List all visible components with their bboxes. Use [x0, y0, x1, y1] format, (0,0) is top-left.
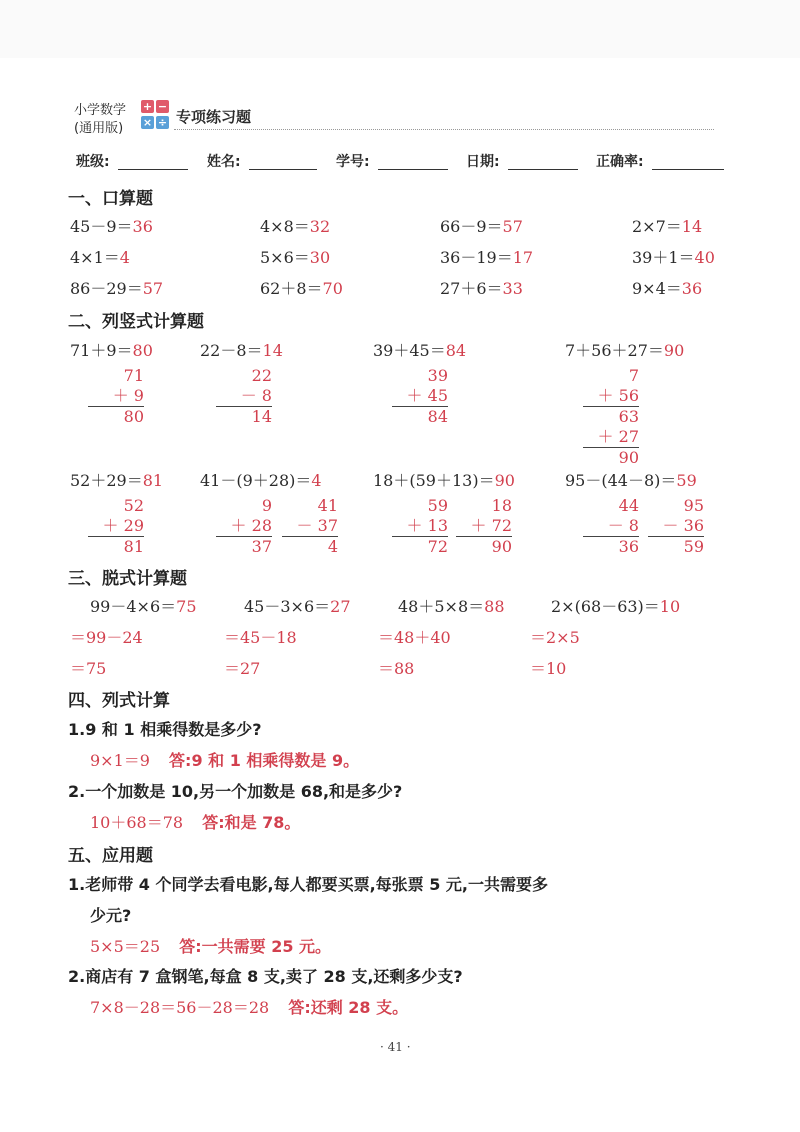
vertical-problem: 71＋9＝80 — [70, 341, 153, 360]
section-3-title: 三、脱式计算题 — [68, 569, 187, 589]
vertical-problem: 18＋(59＋13)＝90 — [373, 471, 515, 490]
section-5-title: 五、应用题 — [68, 846, 153, 866]
section-2-title: 二、列竖式计算题 — [68, 312, 204, 332]
question: 2.商店有 7 盒钢笔,每盒 8 支,卖了 28 支,还剩多少支? — [68, 967, 463, 986]
step-calc: 2×(68－63)＝10 — [551, 597, 681, 616]
section-4-title: 四、列式计算 — [68, 691, 170, 711]
oral-item: 86－29＝57 — [70, 279, 164, 298]
vertical-calc: 41 － 37 4 — [282, 496, 338, 557]
oral-item: 4×1＝4 — [70, 248, 130, 267]
vertical-calc: 44 － 8 36 — [583, 496, 639, 557]
step-line: ＝10 — [530, 659, 567, 678]
book-edition: (通用版) — [74, 121, 124, 136]
vertical-problem: 41－(9＋28)＝4 — [200, 471, 322, 490]
field-class-line — [118, 169, 188, 170]
field-accuracy: 正确率: — [596, 154, 644, 170]
section-1-title: 一、口算题 — [68, 189, 153, 209]
oral-item: 62＋8＝70 — [260, 279, 343, 298]
step-line: ＝27 — [224, 659, 261, 678]
answer: 10＋68＝78 答:和是 78。 — [90, 813, 301, 832]
vertical-problem: 39＋45＝84 — [373, 341, 467, 360]
vertical-calc: 71 ＋ 9 80 — [88, 366, 144, 427]
plus-icon: + — [142, 100, 153, 113]
vertical-calc: 59 ＋ 13 72 — [392, 496, 448, 557]
answer: 9×1＝9 答:9 和 1 相乘得数是 9。 — [90, 751, 360, 770]
vertical-problem: 7＋56＋27＝90 — [565, 341, 685, 360]
oral-item: 66－9＝57 — [440, 217, 523, 236]
vertical-problem: 52＋29＝81 — [70, 471, 164, 490]
step-line: ＝99－24 — [70, 628, 143, 647]
question: 2.一个加数是 10,另一个加数是 68,和是多少? — [68, 782, 403, 801]
step-line: ＝75 — [70, 659, 107, 678]
field-id-line — [378, 169, 448, 170]
vertical-calc: 52 ＋ 29 81 — [88, 496, 144, 557]
oral-item: 2×7＝14 — [632, 217, 703, 236]
field-date: 日期: — [466, 154, 500, 170]
field-accuracy-line — [652, 169, 724, 170]
vertical-calc: 95 － 36 59 — [648, 496, 704, 557]
step-calc: 99－4×6＝75 — [90, 597, 197, 616]
oral-item: 45－9＝36 — [70, 217, 153, 236]
vertical-problem: 95－(44－8)＝59 — [565, 471, 697, 490]
field-name: 姓名: — [207, 154, 241, 170]
oral-item: 39＋1＝40 — [632, 248, 715, 267]
step-line: ＝2×5 — [530, 628, 580, 647]
oral-item: 5×6＝30 — [260, 248, 331, 267]
page-number: · 41 · — [380, 1040, 411, 1054]
question: 少元? — [90, 906, 132, 925]
step-line: ＝48＋40 — [378, 628, 451, 647]
top-shadow — [0, 0, 800, 58]
step-line: ＝88 — [378, 659, 415, 678]
vertical-calc: 22 － 8 14 — [216, 366, 272, 427]
field-class: 班级: — [76, 154, 110, 170]
times-icon: × — [142, 116, 153, 129]
vertical-calc: 18 ＋ 72 90 — [456, 496, 512, 557]
question: 1.9 和 1 相乘得数是多少? — [68, 720, 262, 739]
vertical-problem: 22－8＝14 — [200, 341, 283, 360]
field-name-line — [249, 169, 317, 170]
minus-icon: − — [157, 100, 168, 113]
question: 1.老师带 4 个同学去看电影,每人都要买票,每张票 5 元,一共需要多 — [68, 875, 548, 894]
book-name: 小学数学 — [74, 103, 127, 118]
vertical-calc: 7 ＋ 56 63 ＋ 27 90 — [583, 366, 639, 468]
field-date-line — [508, 169, 578, 170]
answer: 7×8－28＝56－28＝28 答:还剩 28 支。 — [90, 998, 409, 1017]
answer: 5×5＝25 答:一共需要 25 元。 — [90, 937, 332, 956]
header-divider — [174, 129, 714, 130]
field-id: 学号: — [336, 154, 370, 170]
vertical-calc: 39 ＋ 45 84 — [392, 366, 448, 427]
oral-item: 9×4＝36 — [632, 279, 703, 298]
divide-icon: ÷ — [157, 116, 168, 129]
oral-item: 27＋6＝33 — [440, 279, 523, 298]
oral-item: 36－19＝17 — [440, 248, 534, 267]
step-line: ＝45－18 — [224, 628, 297, 647]
oral-item: 4×8＝32 — [260, 217, 331, 236]
step-calc: 45－3×6＝27 — [244, 597, 351, 616]
vertical-calc: 9 ＋ 28 37 — [216, 496, 272, 557]
step-calc: 48＋5×8＝88 — [398, 597, 505, 616]
page-title: 专项练习题 — [176, 108, 252, 126]
